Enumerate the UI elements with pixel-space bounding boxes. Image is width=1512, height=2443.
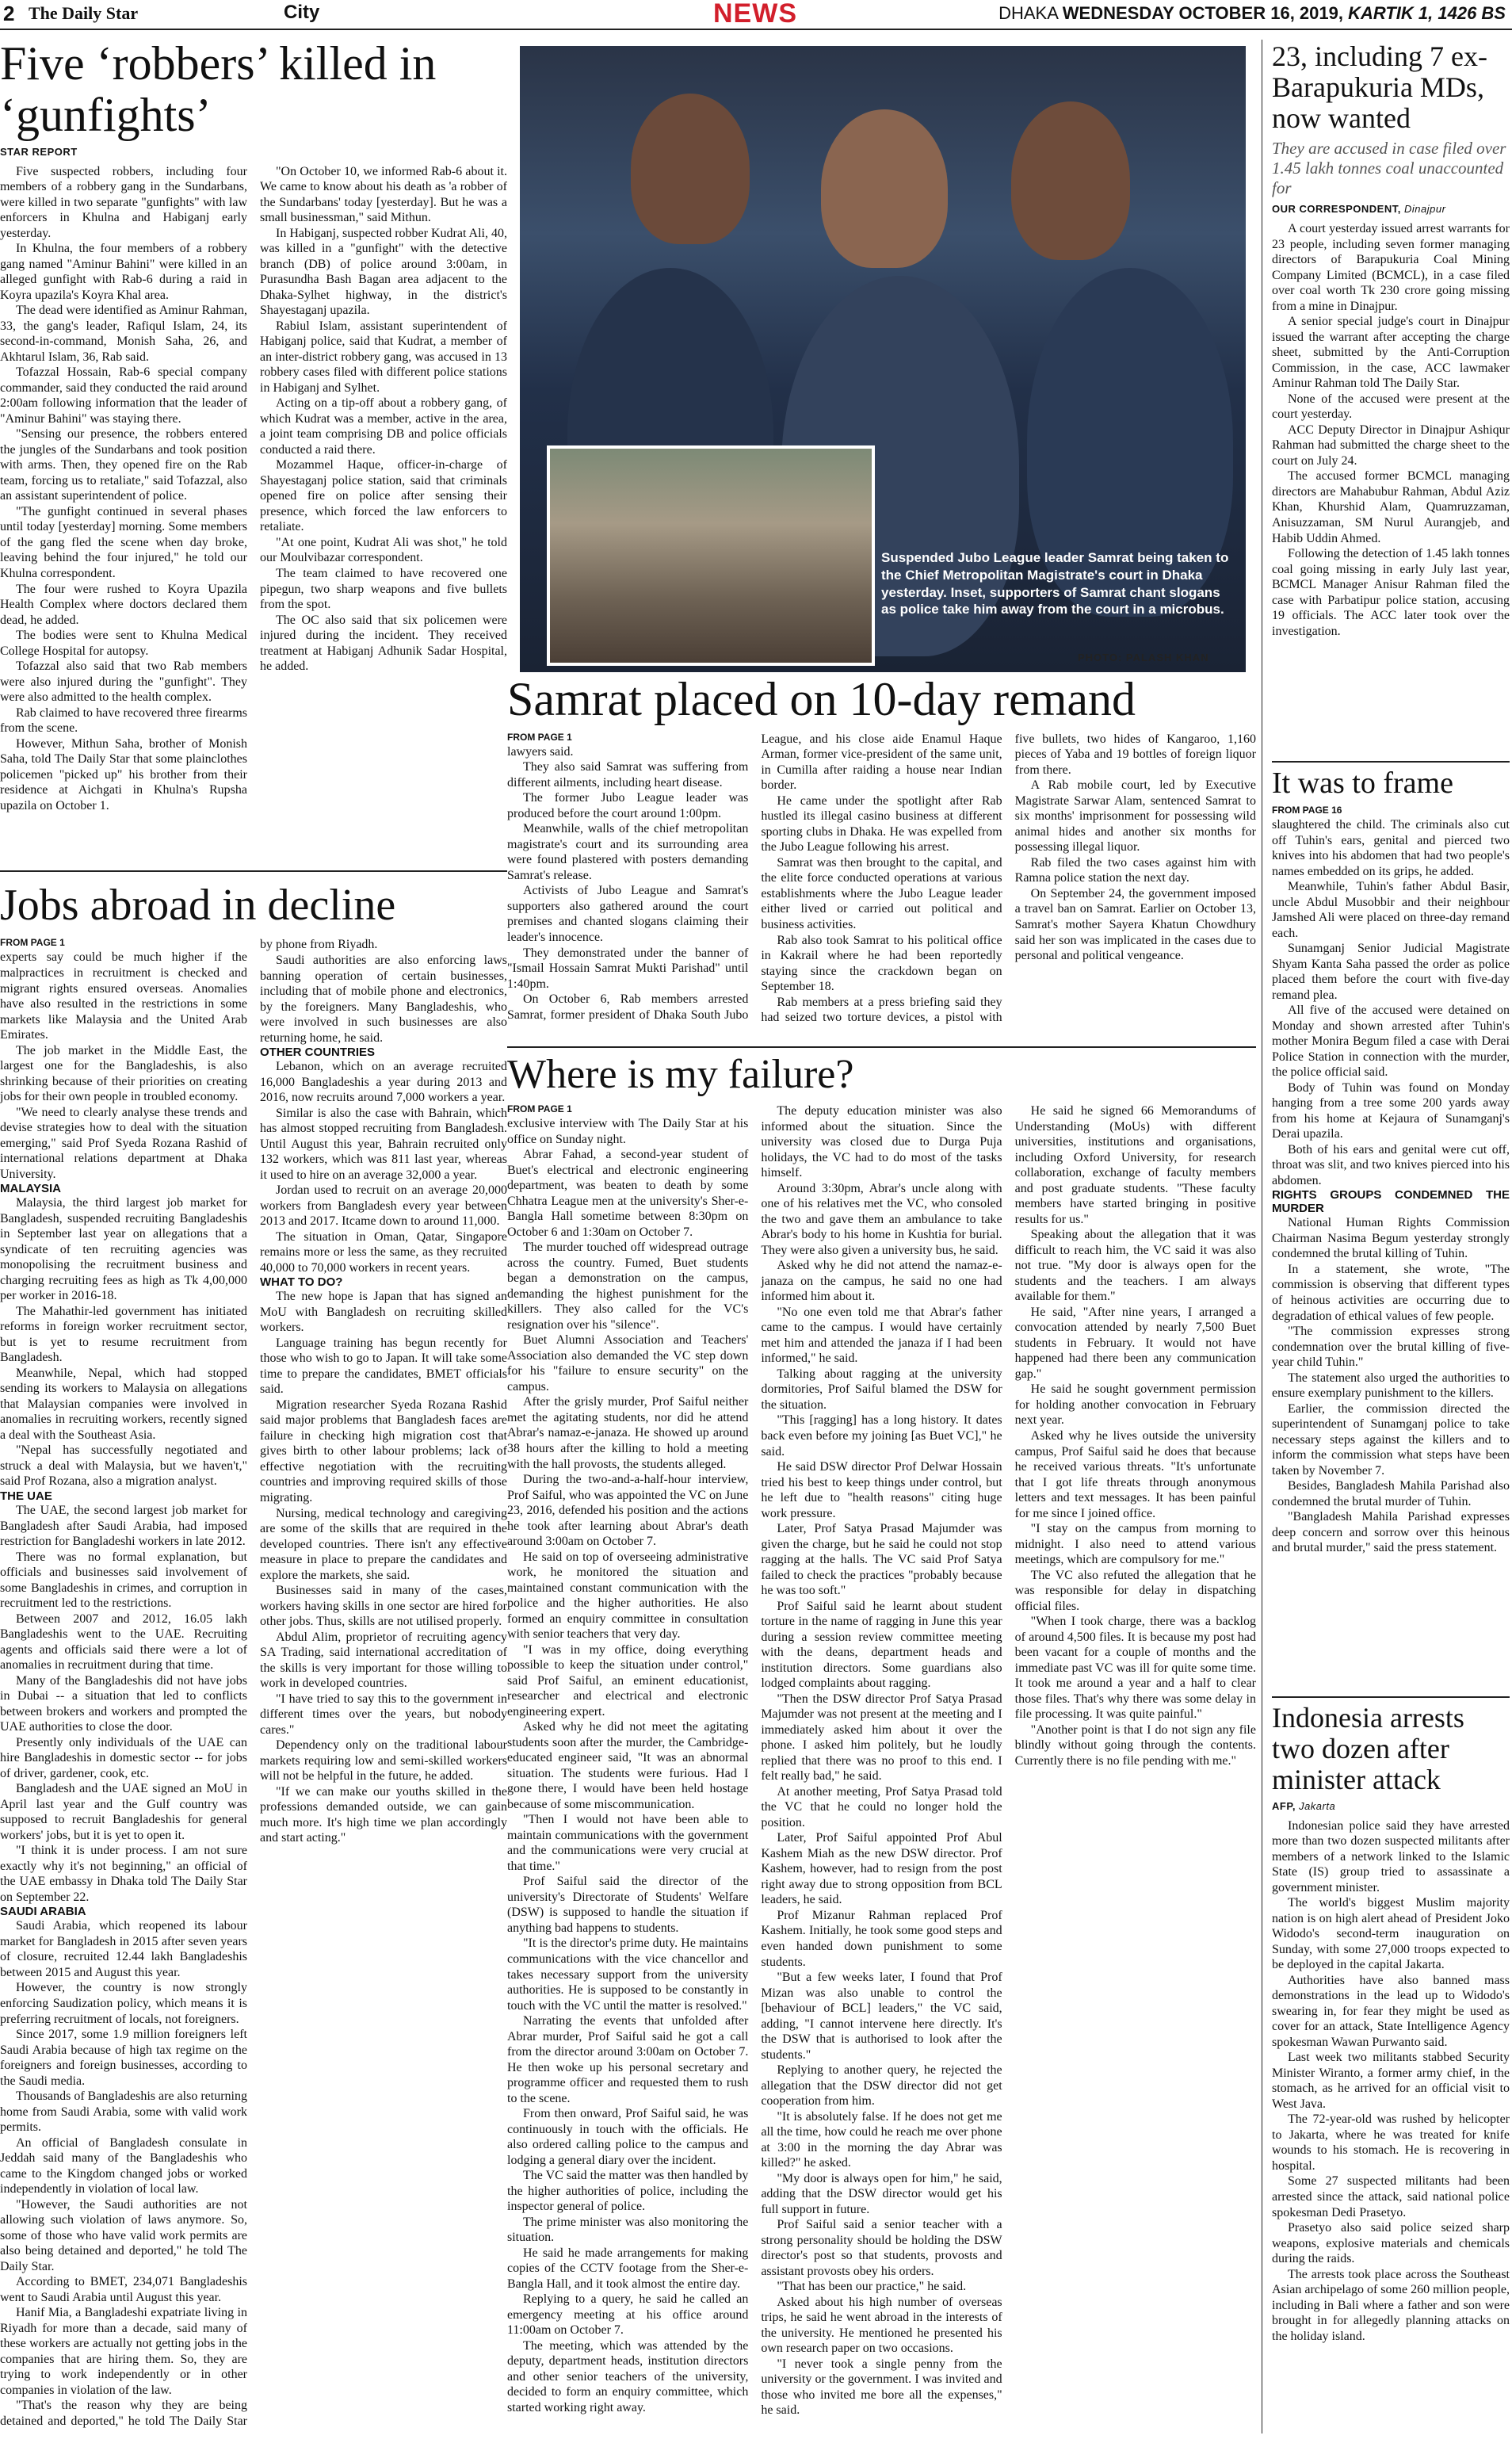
paragraph: Jordan used to recruit on an average 20,000 workers from Bangladesh every year between 2013 and 2017. Itcame down to around 11,000. (260, 1183, 507, 1229)
paragraph: He said he sought government permission for holding another convocation in February next year. (1014, 1382, 1256, 1428)
paragraph: A court yesterday issued arrest warrants for 23 people, including seven former managing directors of Barapukuria Coal Mining Company Limited (BCMCL), in a case filed over coal worth Tk 230 crore going missing from a mine in Dinajpur. (1272, 222, 1510, 313)
paragraph: Tofazzal also said that two Rab members were also injured during the "gunfight". They were also admitted to the health complex. (0, 659, 247, 705)
paragraph: On September 24, the government imposed a travel ban on Samrat. Earlier on October 13, Samrat's mother Sayera Khatun Chowdhury said her son was implicated in the cases due to personal and political vengeance. (1014, 886, 1256, 963)
paragraph: He said on top of overseeing administrative work, he monitored the situation and maintained constant communication with the police and the higher authorities. He also formed an enquiry committee in consultation with senior teachers that very day. (507, 1550, 749, 1642)
subheading: SAUDI ARABIA (0, 1905, 86, 1919)
paragraph: Asked why he lives outside the university campus, Prof Saiful said he does that because he received various threats. "It's unfortunate that I got life threats through anonymous letters and text messages. It has been painful for me since I joined office. (1014, 1428, 1256, 1520)
paragraph: A Rab mobile court, led by Executive Magistrate Sarwar Alam, sentenced Samrat to six months' imprisonment for possessing wild animal hides and another six months for possessing illegal liquor. (1014, 778, 1256, 854)
paragraph: The 72-year-old was rushed by helicopter to Jakarta, where he was treated for knife wounds to his stomach. He is recovering in hospital. (1272, 2112, 1510, 2173)
byline: STAR REPORT (0, 145, 78, 158)
divider (1272, 1696, 1510, 1698)
edition-date: DHAKA WEDNESDAY OCTOBER 16, 2019, KARTIK 1, 1426 BS (998, 3, 1506, 23)
paragraph: Since 2017, some 1.9 million foreigners left Saudi Arabia because of high tax regime on the foreigners and foreign businesses, according to the Saudi media. (0, 2028, 247, 2088)
paragraph: The UAE, the second largest job market for Bangladesh after Saudi Arabia, had imposed restriction for Bangladeshi workers in late 2012. (0, 1504, 247, 1549)
byline: AFP, Jakarta (1272, 1799, 1336, 1812)
article-jobs (0, 881, 507, 2443)
paragraph: All five of the accused were detained on Monday and shown arrested after Tuhin's mother Monira Begum filed a case with Derai Police Station in connection with the murder, the police official said. (1272, 1004, 1510, 1080)
paragraph: Asked about his high number of overseas trips, he said he went abroad in the interests of the university. He mentioned he presented his own research paper on two occasions. (761, 2295, 1002, 2356)
headline: Five ‘robbers’ killed in ‘gunfights’ (0, 37, 437, 141)
byline: OUR CORRESPONDENT, Dinajpur (1272, 203, 1446, 216)
paragraph: The accused former BCMCL managing directors are Mahabubur Rahman, Abdul Aziz Khan, Khurshid Alam, Quamruzzaman, Anisuzzaman, SM Nurul Aurangjeb, and Habib Uddin Ahmed. (1272, 469, 1510, 545)
from-page-label: FROM PAGE 1 (507, 1103, 572, 1115)
paragraph: "Nepal has successfully negotiated and struck a deal with Malaysia, but we haven't," said Prof Rozana, also a migration analyst. (0, 1443, 247, 1489)
paragraph: "When I took charge, there was a backlog of around 4,500 files. It is because my post had been vacant for a couple of months and the immediate past VC was ill for quite some time. It took me around a year and a half to clear those files. That's why there was some delay in file processing. It was quite painful." (1014, 1615, 1256, 1722)
paragraph: The team claimed to have recovered one pipegun, two sharp weapons and five bullets from the spot. (260, 567, 507, 612)
paragraph: In Habiganj, suspected robber Kudrat Ali, 40, was killed in a "gunfight" with the detective branch (DB) of police around 3:00am, in Purasundha Bash Bagan area adjacent to the Dhaka-Sylhet highway, in the district's Shayestaganj upazila. (260, 226, 507, 318)
paragraph: Besides, Bangladesh Mahila Parishad also condemned the brutal murder of Tuhin. (1272, 1479, 1510, 1508)
from-page-label: FROM PAGE 1 (0, 937, 65, 949)
paragraph: Between 2007 and 2012, 16.05 lakh Bangladeshis went to the UAE. Recruiting agents and officials said there were a lot of anomalies in recruitment during that time. (0, 1611, 247, 1673)
paragraph: Following the detection of 1.45 lakh tonnes coal going missing in early July last year, BCMCL Manager Anisur Rahman filed the case with Parbatipur police station, accusing 19 officials. The ACC later took over the investigation. (1272, 547, 1510, 638)
paragraph: Saudi authorities are also enforcing laws banning operation of certain businesses, including that of mobile phone and electronics, by the foreigners. Many Bangladeshis, who were involved in such businesses are also returning home, he said. (260, 953, 507, 1045)
paragraph: slaughtered the child. The criminals also cut off Tuhin's ears, genital and pierced two knives into his abdomen that had two people's names embedded on its grips, he added. (1272, 818, 1510, 878)
paragraph: Speaking about the allegation that it was difficult to reach him, the VC said it was also not true. "My door is always open for the students and the teachers. I am always available for them." (1014, 1228, 1256, 1304)
paragraph: Later, Prof Satya Prasad Majumder was given the charge, but he said he could not stop ragging at the halls. The VC said Prof Satya failed to check the practices "probably because he was too soft." (761, 1522, 1002, 1598)
article-samrat (507, 674, 1256, 1037)
paragraph: The new hope is Japan that has signed an MoU with Bangladesh on recruiting skilled workers. (260, 1290, 507, 1335)
paragraph: They demonstrated under the banner of "Ismail Hossain Samrat Mukti Parishad" until 1:40pm. (507, 946, 749, 991)
paragraph: Rab filed the two cases against him with Ramna police station the next day. (1014, 855, 1256, 885)
paragraph: The statement also urged the authorities to ensure exemplary punishment to the killers. (1272, 1371, 1510, 1401)
paragraph: Abrar Fahad, a second-year student of Buet's electrical and electronic engineering department, was beaten to death by some Chhatra League men at the university's Sher-e-Bangla Hall sometime between 8:30pm on October 6 and 1:30am on October 7. (507, 1148, 749, 1239)
headline: Where is my failure? (507, 1052, 854, 1097)
paragraph: Saudi Arabia, which reopened its labour market for Bangladesh in 2015 after seven years of closure, recruited 12.44 lakh Bangladeshis between 2015 and August this year. (0, 1919, 247, 1979)
paragraph: During the two-and-a-half-hour interview, Prof Saiful, who was appointed the VC on June 23, 2016, defended his position and the actions he took after learning about Abrar's death around 3:00am on October 7. (507, 1473, 749, 1549)
paragraph: The Mahathir-led government has initiated reforms in foreign worker recruitment sector, but is yet to resume recruitment from Bangladesh. (0, 1304, 247, 1365)
paragraph: Migration researcher Syeda Rozana Rashid said major problems that Bangladesh faces are failure in checking high migration cost that gives birth to other labour problems; lack of effective negotiation with the recruiting countries and improving required skills of those migrating. (260, 1397, 507, 1504)
paragraph: Meanwhile, walls of the chief metropolitan magistrate's court and its surrounding area were found plastered with posters demanding Samrat's release. (507, 822, 749, 882)
paragraph: Narrating the events that unfolded after Abrar murder, Prof Saiful said he got a call from the director around 3:00am on October 7. He then woke up his personal secretary and programme officer and requested them to rush to the scene. (507, 2014, 749, 2105)
paragraph: Asked why he did not attend the namaz-e-janaza on the campus, he said no one had informed him about it. (761, 1259, 1002, 1304)
paragraph: A senior special judge's court in Dinajpur issued the warrant after accepting the charge sheet, submitted by the Anti-Corruption Commission, in the case, ACC lawmaker Aminur Rahman told The Daily Star. (1272, 315, 1510, 391)
subheading: WHAT TO DO? (260, 1275, 343, 1290)
section-name: City (284, 2, 320, 23)
paragraph: Bangladesh and the UAE signed an MoU in April last year and the Gulf country was supposed to recruit Bangladeshis for general workers' jobs, but it is yet to open it. (0, 1782, 247, 1842)
paragraph: Presently only individuals of the UAE can hire Bangladeshis in domestic sector -- for jobs of driver, gardener, cook, etc. (0, 1735, 247, 1780)
paragraph: Prof Mizanur Rahman replaced Prof Kashem. Initially, he took some good steps and even handed down punishment to some students. (761, 1908, 1002, 1969)
paragraph: Prof Saiful said the director of the university's Directorate of Students' Welfare (DSW) is supposed to handle the situation if anything bad happens to students. (507, 1875, 749, 1935)
paragraph: Asked why he did not meet the agitating students soon after the murder, the Cambridge-educated engineer said, "It was an abnormal situation. The students were furious. Had I gone there, I would have been held hostage because of some miscommunication. (507, 1720, 749, 1811)
paragraph: On October 6, Rab members arrested Samrat, former president of Dhaka South Jubo League, and his close aide Enamul Haque Arman, former vice-president of the same unit, in Cumilla after raiding a house near Indian border. (507, 732, 1002, 1022)
paragraph: Many of the Bangladeshis did not have jobs in Dubai -- a situation that led to conflicts between brokers and workers and prompted the UAE authorities to close the door. (0, 1673, 247, 1734)
paragraph: In a statement, she wrote, "The commission is observing that different types of heinous activities are occurring due to degradation of ethical values of few people. (1272, 1262, 1510, 1323)
paragraph: Thousands of Bangladeshis are also returning home from Saudi Arabia, some with valid work permits. (0, 2089, 247, 2135)
paragraph: Indonesian police said they have arrested more than two dozen suspected militants after members of a network linked to the Islamic State (IS) group tried to assassinate a government minister. (1272, 1818, 1510, 1894)
article-failure (507, 1053, 1256, 2427)
paragraph: Similar is also the case with Bahrain, which has almost stopped recruiting from Bangladesh. Until August this year, Bahrain recruited only 132 workers, which was 811 last year, whereas it used to hire on an average 32,000 a year. (260, 1106, 507, 1182)
paragraph: "The commission expresses strong condemnation over the brutal killing of five-year child Tuhin." (1272, 1325, 1510, 1370)
paragraph: Five suspected robbers, including four members of a robbery gang in the Sundarbans, were killed in two separate "gunfights" with law enforcers in Khulna and Habiganj early yesterday. (0, 164, 247, 240)
paragraph: An official of Bangladesh consulate in Jeddah said many of the Bangladeshis who came to the Kingdom changed jobs or worked independently in violation of local law. (0, 2135, 247, 2196)
headline: It was to frame (1272, 767, 1453, 800)
paragraph: He said, "After nine years, I arranged a convocation attended by nearly 7,500 Buet students in February. It would not have happened had there been any communication gap." (1014, 1305, 1256, 1381)
divider (507, 1046, 1256, 1048)
paragraph: "Then I would not have been able to maintain communications with the government and the communications were very crucial at that time." (507, 1813, 749, 1873)
paragraph: The deputy education minister was also informed about the situation. Since the university was closed due to Durga Puja holidays, the VC had to do most of the tasks himself. (761, 1104, 1002, 1180)
paragraph: The bodies were sent to Khulna Medical College Hospital for autopsy. (0, 629, 247, 658)
paragraph: Rab members at a press briefing said they had seized two torture devices, a pistol with five bullets, two hides of Kangaroo, 1,160 pieces of Yaba and 19 bottles of foreign liquor from there. (761, 732, 1256, 1025)
paragraph: Later, Prof Saiful appointed Prof Abul Kashem Miah as the new DSW director. Prof Kashem, however, had to resign from the post right away due to strong opposition from BCL leaders, he said. (761, 1831, 1002, 1907)
paragraph: Language training has begun recently for those who wish to go to Japan. It will take some time to prepare the candidates, BMET officials said. (260, 1336, 507, 1397)
paragraph: "Sensing our presence, the robbers entered the jungles of the Sundarbans and took position with arms. Then, they opened fire on the Rab team, forcing us to retaliate," said Tofazzal, also an assistant superintendent of police. (0, 427, 247, 503)
paragraph: Nursing, medical technology and caregiving are some of the skills that are required in the developed countries. There isn't any effective measure in place to prepare the candidates and explore the markets, she said. (260, 1506, 507, 1582)
from-page-label: FROM PAGE 16 (1272, 805, 1342, 816)
headline: Samrat placed on 10-day remand (507, 673, 1136, 725)
paragraph: Rab claimed to have recovered three firearms from the scene. (0, 705, 247, 736)
paragraph: Earlier, the commission directed the superintendent of Sunamganj police to take necessary steps against the killers and to inform the commission what steps have been taken by November 7. (1272, 1401, 1510, 1478)
paragraph: exclusive interview with The Daily Star at his office on Sunday night. (507, 1117, 749, 1146)
paragraph: "I never took a single penny from the university or the government. I was invited and those who invited me bore all the expenses," he said. (761, 2357, 1002, 2418)
headline: Indonesia arrests two dozen after minister attack (1272, 1702, 1464, 1795)
photo-credit: PHOTO: PALASH KHAN (1078, 652, 1209, 663)
paragraph: However, the country is now strongly enforcing Saudization policy, which means it is preferring recruitment of locals, not foreigners. (0, 1981, 247, 2026)
paragraph: Prof Saiful said he learnt about student torture in the name of ragging in June this year during a session review committee meeting with the deans, department heads and institution directors. Some guardians also lodged complaints about ragging. (761, 1599, 1002, 1691)
article-frame (1272, 767, 1510, 1700)
paragraph: "Bangladesh Mahila Parishad expresses deep concern and sorrow over this heinous and brutal murder," said the press statement. (1272, 1510, 1510, 1555)
article-robbers (0, 38, 507, 814)
paragraph: "My door is always open for him," he said, adding that the DSW director would get his full support in future. (761, 2171, 1002, 2216)
paragraph: Samrat was then brought to the capital, and the elite force conducted operations at various establishments where the Jubo League leader either lived or carried out political and business activities. (761, 855, 1002, 931)
paragraph: Lebanon, which on an average recruited 16,000 Bangladeshis a year during 2013 and 2016, now recruits around 7,000 workers a year. (260, 1060, 507, 1105)
paragraph: Last week two militants stabbed Security Minister Wiranto, a former army chief, in the stomach, as he arrived for an official visit to West Java. (1272, 2051, 1510, 2111)
paragraph: Around 3:30pm, Abrar's uncle along with one of his relatives met the VC, who consoled the two and gave them an ambulance to take Abrar's body to his home in Kushtia for burial. They were also given a university bus, he said. (761, 1181, 1002, 1257)
paragraph: Some 27 suspected militants had been arrested since the attack, said national police spokesman Dedi Prasetyo. (1272, 2174, 1510, 2219)
paragraph: The job market in the Middle East, the largest one for the Bangladeshis, is also shrinking because of their priorities on creating jobs for their own people in troubled economy. (0, 1043, 247, 1104)
paragraph: Prof Saiful said a senior teacher with a strong personality should be holding the DSW director's post so that students, provosts and assistant provosts obey his orders. (761, 2218, 1002, 2278)
article-body (507, 1103, 1256, 2427)
paragraph: "I was in my office, doing everything possible to keep the situation under control," said Prof Saiful, an eminent educationist, researcher and electrical and electronic engineering expert. (507, 1642, 749, 1719)
paragraph: Both of his ears and genital were cut off, throat was slit, and two knives pierced into his abdomen. (1272, 1142, 1510, 1187)
article-body (1272, 805, 1510, 1700)
paragraph: Abdul Alim, proprietor of recruiting agency SA Trading, said international accreditation of the skills is very important for those willing to work in developed countries. (260, 1630, 507, 1691)
paragraph: Mozammel Haque, officer-in-charge of Shayestaganj police station, said that criminals opened fire on police after sensing their presence, which forced the law enforcers to retaliate. (260, 458, 507, 534)
paragraph: In Khulna, the four members of a robbery gang named "Aminur Bahini" were killed in an alleged gunfight with Rab-6 during a raid in Koyra upazila's Koyra Khal area. (0, 242, 247, 302)
paragraph: The murder touched off widespread outrage across the country. Fumed, Buet students began a demonstration on the campus, demanding the highest punishment for the killers. They also called for the VC's resignation over his "silence". (507, 1241, 749, 1332)
paragraph: Hanif Mia, a Bangladeshi expatriate living in Riyadh for more than a decade, said many of these workers are actually not getting jobs in the companies that are hiring them. So, they are trying to work independently or in other companies in violation of the law. (0, 2306, 247, 2397)
divider (1272, 761, 1510, 763)
paragraph: Meanwhile, Nepal, which had stopped sending its workers to Malaysia on allegations that Malaysian companies were involved in anomalies in recruiting workers, recently signed a deal with the Southeast Asia. (0, 1366, 247, 1442)
article-indonesia (1272, 1703, 1510, 2413)
paragraph: However, Mithun Saha, brother of Monish Saha, told The Daily Star that some plainclothes policemen "picked up" his brother from their residence at Aichgati in Khulna's Rupsha upazila on October 1. (0, 736, 247, 812)
paragraph: The former Jubo League leader was produced before the court around 1:00pm. (507, 791, 749, 820)
paragraph: He said DSW director Prof Delwar Hossain tried his best to keep things under control, but he left due to "health reasons" citing huge work pressure. (761, 1460, 1002, 1520)
paragraph: experts say could be much higher if the malpractices in recruitment is checked and migrant rights ensured overseas. Anomalies have also resulted in the restrictions in some markets like Malaysia and the United Arab Emirates. (0, 950, 247, 1042)
paragraph: Body of Tuhin was found on Monday hanging from a tree some 200 yards away from his home at Kejaura of Sunamganj's Derai upazila. (1272, 1080, 1510, 1141)
paragraph: "Then the DSW director Prof Satya Prasad Majumder was not present at the meeting and I immediately asked him about it over the phone. I asked him politely, but he loudly replied that there was no proof to this end. I felt really bad," he said. (761, 1692, 1002, 1784)
divider (0, 870, 507, 872)
paragraph: Replying to another query, he rejected the allegation that the DSW director did not get cooperation from him. (761, 2063, 1002, 2108)
paragraph: The meeting, which was attended by the deputy, department heads, institution directors and other senior teachers of the university, decided to form an enquiry committee, which started working right away. (507, 2338, 749, 2414)
paragraph: "That has been our practice," he said. (777, 2280, 967, 2294)
paragraph: The prime minister was also monitoring the situation. (507, 2215, 749, 2245)
inset-photo (547, 445, 875, 666)
paragraph: The four were rushed to Koyra Upazila Health Complex where doctors declared them dead, he added. (0, 582, 247, 627)
subheading: THE UAE (0, 1489, 52, 1503)
paragraph: Sunamganj Senior Judicial Magistrate Shyam Kanta Saha passed the order as police placed them before the court with five-day remand plea. (1272, 942, 1510, 1002)
article-body (1272, 1818, 1510, 2413)
paragraph: He said he signed 66 Memorandums of Understanding (MoUs) with different universities, institutions and organisations, including Oxford University, for research collaboration, exchange of faculty members and post graduate students. "These faculty members have started bringing in positive results for us." (1014, 1104, 1256, 1226)
paragraph: Buet Alumni Association and Teachers' Association also demanded the VC step down for his "failure to ensure security" on the campus. (507, 1333, 749, 1394)
paragraph: Replying to a query, he said he called an emergency meeting at his office around 11:00am on October 7. (507, 2292, 749, 2338)
page-number: 2 (3, 2, 15, 25)
paragraph: ACC Deputy Director in Dinajpur Ashiqur Rahman had submitted the charge sheet to the court on July 24. (1272, 422, 1510, 468)
paragraph: At another meeting, Prof Satya Prasad told the VC that he could no longer hold the position. (761, 1784, 1002, 1829)
news-banner: NEWS (713, 0, 797, 29)
paragraph: "I have tried to say this to the government in different times over the years, but nobody cares." (260, 1692, 507, 1737)
paragraph: "This [ragging] has a long history. It dates back even before my joining [as Buet VC]," he said. (761, 1413, 1002, 1459)
article-body (0, 164, 507, 814)
article-body (0, 937, 507, 2443)
subheading: RIGHTS GROUPS CONDEMNED THE MURDER (1272, 1188, 1510, 1216)
paragraph: Meanwhile, Tuhin's father Abdul Basir, uncle Abdul Musobbir and their neighbour Jamshed Ali were placed on three-day remand each. (1272, 880, 1510, 940)
paragraph: The arrests took place across the Southeast Asian archipelago of some 260 million people, including in Bali where a father and son were brought in for allegedly planning attacks on the holiday island. (1272, 2267, 1510, 2343)
paragraph: He came under the spotlight after Rab hustled its illegal casino business at different sporting clubs in Dhaka. He was expelled from the Jubo League following his arrest. (761, 793, 1002, 854)
paragraph: "We need to clearly analyse these trends and devise strategies how to deal with the situation emerging," said Prof Syeda Rozana Rashid of international relations department at Dhaka University. (0, 1105, 247, 1181)
paragraph: The OC also said that six policemen were injured during the incident. They received treatment at Habiganj Adhunik Sadar Hospital, he added. (260, 613, 507, 674)
article-body (507, 732, 1256, 1037)
paragraph: The situation in Oman, Qatar, Singapore remains more or less the same, as they recruited 40,000 to 70,000 workers in recent years. (260, 1229, 507, 1275)
paragraph: Activists of Jubo League and Samrat's supporters also gathered around the court premises and chanted slogans claiming their leader's innocence. (507, 884, 749, 944)
paragraph: "I think it is under process. I am not sure exactly why it's not beginning," an official of the UAE embassy in Dhaka told The Daily Star on September 22. (0, 1844, 247, 1904)
paragraph: Authorities have also banned mass demonstrations in the lead up to Widodo's swearing in, for fear they might be used as cover for an attack, State Intelligence Agency spokesman Wawan Purwanto said. (1272, 1973, 1510, 2049)
paragraph: Rabiul Islam, assistant superintendent of Habiganj police, said that Kudrat, a member of an inter-district robbery gang, was accused in 13 robbery cases filed with different police stations in Habiganj and Sylhet. (260, 319, 507, 395)
paragraph: "On October 10, we informed Rab-6 about it. We came to know about his death as 'a robber of the Sundarbans' today [yesterday]. But he was a small businessman," said Mithun. (260, 164, 507, 225)
article-body (1272, 221, 1510, 697)
paragraph: "It is absolutely false. If he does not get me all the time, how could he reach me over phone at 3:00 in the morning the day Abrar was killed?" he asked. (761, 2109, 1002, 2170)
paragraph: "No one even told me that Abrar's father came to the campus. I would have certainly met him and attended the janaza if I had been informed," he said. (761, 1305, 1002, 1366)
subheading: MALAYSIA (0, 1182, 61, 1196)
paragraph: Tofazzal Hossain, Rab-6 special company commander, said they conducted the raid around 2:00am following information that the leader of "Aminur Bahini" was staying there. (0, 365, 247, 426)
paragraph: "It is the director's prime duty. He maintains communications with the vice chancellor and takes necessary support from the university authorities. He is supposed to be constantly in touch with the VC until the matter is resolved." (507, 1936, 749, 2013)
headline: 23, including 7 ex-Barapukuria MDs, now wanted (1272, 40, 1487, 134)
paragraph: According to BMET, 234,071 Bangladeshis went to Saudi Arabia until August this year. (0, 2275, 247, 2304)
paragraph: He said he made arrangements for making copies of the CCTV footage from the Sher-e-Bangla Hall, and it took almost the entire day. (507, 2246, 749, 2291)
page-header (0, 0, 1512, 30)
photo-caption: Suspended Jubo League leader Samrat being taken to the Chief Metropolitan Magistrate's court in Dhaka yesterday. Inset, supporters of Samrat chant slogans as police take him away from the court in a microbus. (881, 550, 1229, 617)
paragraph: Malaysia, the third largest job market for Bangladesh, suspended recruiting Bangladeshis in September last year on allegations that a syndicate of ten recruiting agencies was monopolising the recruitment business and charging recruiting fees as high as Tk 4,00,000 per worker in 2016-18. (0, 1196, 247, 1303)
paragraph: "If we can make our youths skilled in the professions demanded outside, we can gain much more. It's high time we plan accordingly and start acting." (260, 1784, 507, 1845)
paragraph: The VC also refuted the allegation that he was responsible for delay in dispatching official files. (1014, 1568, 1256, 1613)
paragraph: After the grisly murder, Prof Saiful neither met the agitating students, nor did he attend Abrar's namaz-e-janaza. He showed up around 38 hours after the killing to hold a meeting with the hall provosts, the students alleged. (507, 1395, 749, 1471)
paragraph: None of the accused were present at the court yesterday. (1272, 392, 1510, 422)
deck: They are accused in case filed over 1.45 lakh tonnes coal unaccounted for (1272, 138, 1506, 197)
paragraph: lawyers said. (507, 744, 574, 759)
paragraph: From then onward, Prof Saiful said, he was continuously in touch with the officials. He also ordered calling police to the campus and lodging a general diary over the incident. (507, 2107, 749, 2167)
paragraph: "The gunfight continued in several phases until today [yesterday] morning. Some members of the gang fled the scene when day broke, leaving behind the four injured," he told our Khulna correspondent. (0, 504, 247, 580)
paragraph: Businesses said in many of the cases, workers having skills in one sector are hired for other jobs. Thus, skills are not utilised properly. (260, 1584, 507, 1629)
paragraph: "I stay on the campus from morning to midnight. I also need to attend various meetings, which are compulsory for me." (1014, 1522, 1256, 1567)
paragraph: "Another point is that I do not sign any file blindly without going through the contents. Currently there is no file pending with me." (1014, 1722, 1256, 1768)
paragraph: "At one point, Kudrat Ali was shot," he told our Moulvibazar correspondent. (260, 535, 507, 565)
subheading: OTHER COUNTRIES (260, 1046, 376, 1060)
paragraph: "But a few weeks later, I found that Prof Mizan was also unable to control the [behaviour of BCL] leaders," the VC said, adding, "I cannot intervene here directly. It's the DSW that is authorised to look after the students." (761, 1971, 1002, 2062)
from-page-label: FROM PAGE 1 (507, 731, 572, 743)
paragraph: National Human Rights Commission Chairman Nasima Begum yesterday strongly condemned the brutal killing of Tuhin. (1272, 1216, 1510, 1261)
paragraph: Acting on a tip-off about a robbery gang, of which Kudrat was a member, active in the area, a joint team comprising DB and police officials conducted a raid there. (260, 396, 507, 457)
paragraph: Prasetyo also said police seized sharp weapons, explosive materials and chemicals during the raids. (1272, 2221, 1510, 2266)
paragraph: The world's biggest Muslim majority nation is on high alert ahead of President Joko Widodo's second-term inauguration on Sunday, with some 27,000 troops expected to be deployed in the capital Jakarta. (1272, 1896, 1510, 1972)
article-barapukuria (1272, 41, 1510, 697)
paper-logo: The Daily Star (29, 3, 139, 23)
paragraph: "That's the reason why they are being detained and deported," he told The Daily Star by phone from Riyadh. (0, 938, 378, 2428)
paragraph: Rab also took Samrat to his political office in Kakrail where he had been reportedly staying since the crackdown began on September 18. (761, 933, 1002, 994)
paragraph: They also said Samrat was suffering from different ailments, including heart disease. (507, 760, 749, 789)
paragraph: The VC said the matter was then handled by the higher authorities of police, including the inspector general of police. (507, 2169, 749, 2214)
paragraph: The dead were identified as Aminur Rahman, 33, the gang's leader, Rafiqul Islam, 24, its second-in-command, Monish Saha, 26, and Akhtarul Islam, 36, Rab said. (0, 304, 247, 364)
paragraph: There was no formal explanation, but officials and businesses said involvement of some Bangladeshis in crimes, and corruption in recruitment led to the restrictions. (0, 1550, 247, 1611)
paragraph: Dependency only on the traditional labour markets requiring low and semi-skilled workers will not be helpful in the future, he added. (260, 1738, 507, 1784)
headline: Jobs abroad in decline (0, 881, 396, 930)
paragraph: Talking about ragging at the university dormitories, Prof Saiful blamed the DSW for the situation. (761, 1367, 1002, 1412)
paragraph: "However, the Saudi authorities are not allowing such violation of laws anymore. So, some of those who have valid work permits are also being detained and deported," he told The Daily Star. (0, 2197, 247, 2273)
